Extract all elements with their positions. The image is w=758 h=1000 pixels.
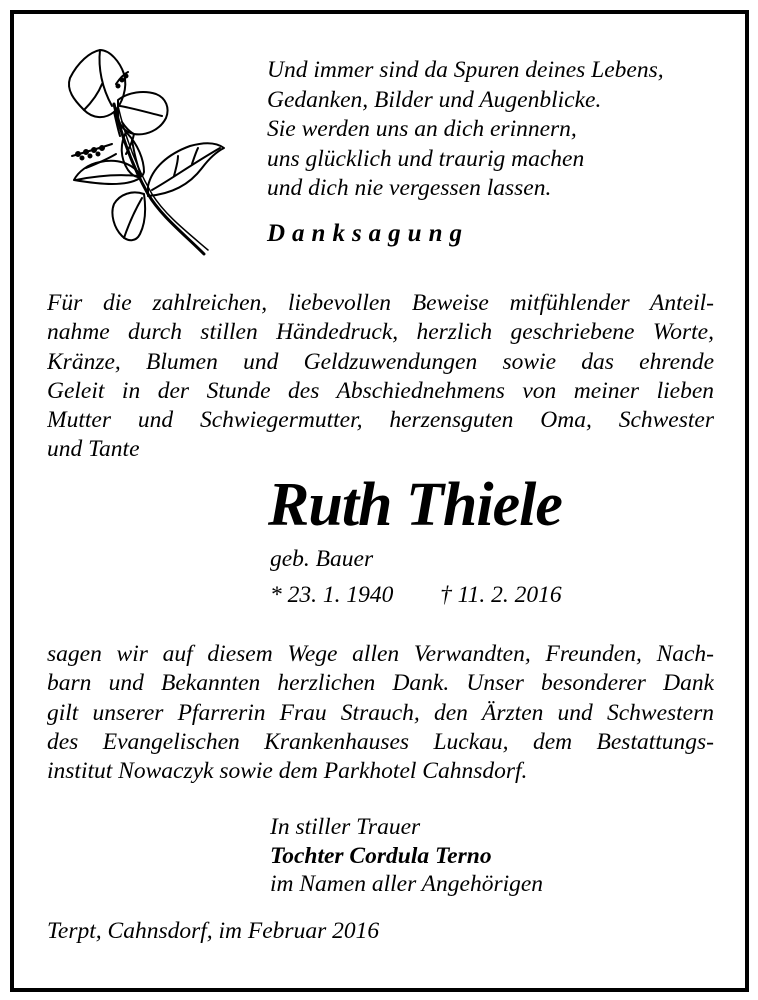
intro-line: und Tante [47,436,140,463]
intro-paragraph [47,289,714,465]
deceased-name: Ruth Thiele [268,471,562,539]
intro-line: nahme durch stillen Händedruck, herzlich geschriebene Worte, [47,319,714,346]
life-dates [270,582,562,609]
poem-line: Und immer sind da Spuren deines Lebens, [267,57,664,83]
thanks-line: institut Nowaczyk sowie dem Parkhotel Cahnsdorf. [47,758,528,785]
signature-line: im Namen aller Angehörigen [270,871,544,897]
death-date: † 11. 2. 2016 [440,582,562,608]
thanks-line: gilt unserer Pfarrerin Frau Strauch, den Ärzten und Schwestern [47,699,714,726]
poem [267,56,727,204]
birth-date: * 23. 1. 1940 [270,582,394,608]
poem-line: Gedanken, Bilder und Augenblicke. [267,86,602,113]
calla-lily-icon [56,44,232,266]
thanks-line: des Evangelischen Krankenhauses Luckau, dem Bestattungs- [47,728,714,755]
signature-line: In stiller Trauer [270,814,421,840]
thanks-line: barn und Bekannten herzlichen Dank. Unser besonderer Dank [47,670,714,697]
born-name: geb. Bauer [270,546,374,572]
poem-line: Sie werden uns an dich erinnern, [267,116,577,142]
poem-line: uns glücklich und traurig machen [267,145,585,172]
intro-line: Mutter und Schwiegermutter, herzensguten Oma, Schwester [47,407,714,434]
intro-line: Kränze, Blumen und Geldzuwendungen sowie das ehrende [47,348,714,375]
signature-block [270,813,543,899]
heading-danksagung: Danksagung [267,220,469,247]
intro-line: Für die zahlreichen, liebevollen Beweise mitfühlender Anteil- [47,290,714,316]
signature-name: Tochter Cordula Terno [270,842,492,869]
poem-line: und dich nie vergessen lassen. [267,175,552,201]
intro-line: Geleit in der Stunde des Abschiednehmens von meiner lieben [47,377,714,404]
thanks-line: sagen wir auf diesem Wege allen Verwandten, Freunden, Nach- [47,641,714,667]
thanks-paragraph [47,640,714,786]
place-date: Terpt, Cahnsdorf, im Februar 2016 [47,918,380,944]
